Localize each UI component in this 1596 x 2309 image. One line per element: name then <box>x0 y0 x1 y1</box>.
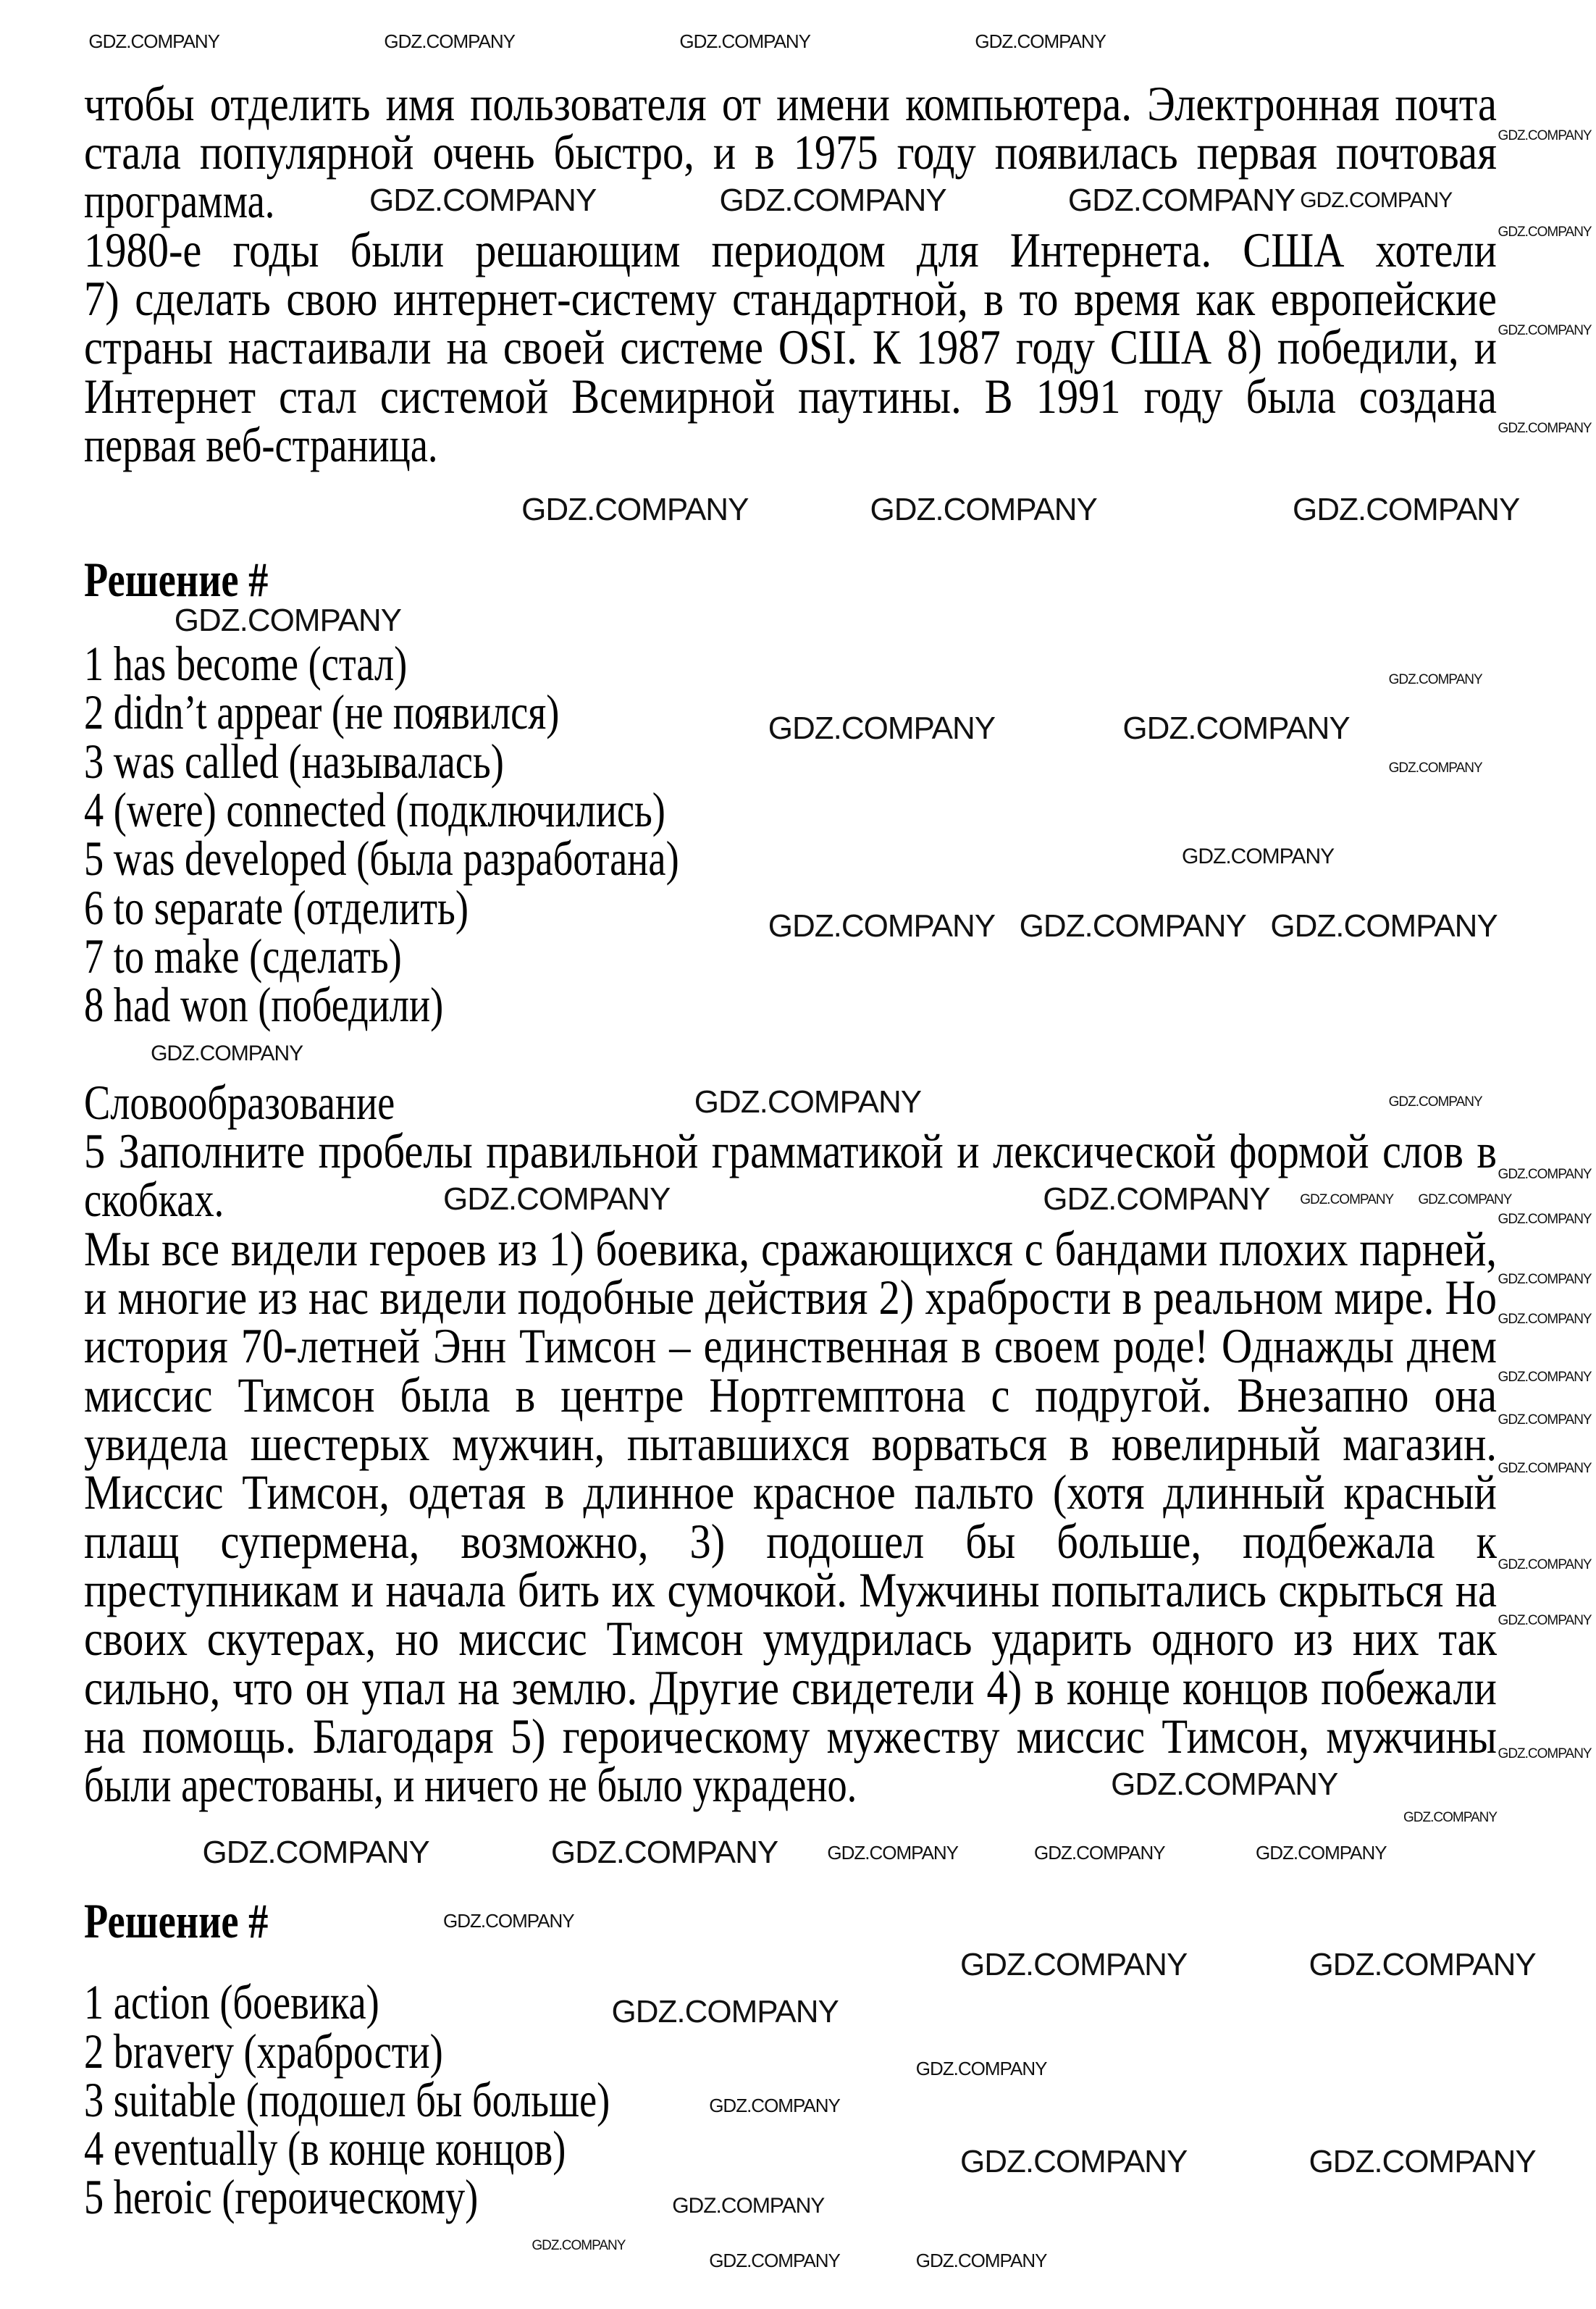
watermark: GDZ.COMPANY <box>1300 188 1453 213</box>
paragraph-line: 5 Заполните пробелы правильной грамматикой и лексической формой слов в <box>84 1123 1497 1179</box>
answer-item: 8 had won (победили) <box>84 977 444 1033</box>
watermark: GDZ.COMPANY <box>1498 1167 1592 1183</box>
watermark: GDZ.COMPANY <box>532 2238 626 2254</box>
watermark: GDZ.COMPANY <box>709 2250 840 2272</box>
paragraph-line: первая веб-страница. <box>84 417 438 473</box>
watermark: GDZ.COMPANY <box>1498 128 1592 144</box>
paragraph-line: были арестованы, и ничего не было украдено. <box>84 1757 857 1813</box>
watermark: GDZ.COMPANY <box>1498 1312 1592 1328</box>
watermark: GDZ.COMPANY <box>672 2193 825 2218</box>
watermark: GDZ.COMPANY <box>443 1910 574 1932</box>
watermark: GDZ.COMPANY <box>694 1084 922 1120</box>
watermark: GDZ.COMPANY <box>1309 2143 1536 2179</box>
paragraph-line: Интернет стал системой Всемирной паутины. В 1991 году была создана <box>84 368 1497 424</box>
answer-item: 1 has become (стал) <box>84 635 408 691</box>
answer-item: 2 didn’t appear (не появился) <box>84 684 560 740</box>
paragraph-line: чтобы отделить имя пользователя от имени компьютера. Электронная почта <box>84 75 1497 131</box>
watermark: GDZ.COMPANY <box>1498 323 1592 339</box>
watermark: GDZ.COMPANY <box>1498 1613 1592 1629</box>
answer-item: 1 action (боевика) <box>84 1974 379 2030</box>
paragraph-line: плащ супермена, возможно, 3) подошел бы больше, подбежала к <box>84 1513 1497 1569</box>
paragraph-line: история 70-летней Энн Тимсон – единственная в своем роде! Однажды днем <box>84 1318 1497 1374</box>
watermark: GDZ.COMPANY <box>174 602 402 638</box>
answer-item: 7 to make (сделать) <box>84 928 402 984</box>
solution-heading: Решение # <box>84 551 269 607</box>
watermark: GDZ.COMPANY <box>550 1835 778 1871</box>
watermark: GDZ.COMPANY <box>1034 1842 1165 1864</box>
watermark: GDZ.COMPANY <box>202 1835 429 1871</box>
paragraph-line: миссис Тимсон была в центре Нортгемптона с подругой. Внезапно она <box>84 1367 1497 1422</box>
paragraph-line: и многие из нас видели подобные действия 2) храбрости в реальном мире. Но <box>84 1270 1497 1325</box>
watermark: GDZ.COMPANY <box>1111 1767 1338 1803</box>
answer-item: 4 eventually (в конце концов) <box>84 2121 566 2176</box>
watermark: GDZ.COMPANY <box>1498 1556 1592 1572</box>
watermark: GDZ.COMPANY <box>709 2095 840 2116</box>
paragraph-line: программа. <box>84 173 275 229</box>
watermark: GDZ.COMPANY <box>1293 491 1520 527</box>
watermark: GDZ.COMPANY <box>1498 1461 1592 1477</box>
paragraph-line: страны настаивали на своей системе OSI. К 1987 году США 8) победили, и <box>84 319 1497 375</box>
watermark: GDZ.COMPANY <box>768 908 996 944</box>
watermark: GDZ.COMPANY <box>384 30 516 53</box>
watermark: GDZ.COMPANY <box>1498 1272 1592 1288</box>
solution-heading: Решение # <box>84 1893 269 1948</box>
paragraph-line: стала популярной очень быстро, и в 1975 году появилась первая почтовая <box>84 125 1497 180</box>
answer-item: 4 (were) connected (подключились) <box>84 781 665 837</box>
watermark: GDZ.COMPANY <box>1122 710 1350 746</box>
paragraph-line: сильно, что он упал на землю. Другие свидетели 4) в конце концов побежали <box>84 1659 1497 1715</box>
watermark: GDZ.COMPANY <box>870 491 1097 527</box>
watermark: GDZ.COMPANY <box>827 1842 959 1864</box>
watermark: GDZ.COMPANY <box>1498 1211 1592 1227</box>
watermark: GDZ.COMPANY <box>521 491 749 527</box>
watermark: GDZ.COMPANY <box>1309 1947 1536 1983</box>
paragraph-line: увидела шестерых мужчин, пытавшихся ворваться в ювелирный магазин. <box>84 1416 1497 1472</box>
paragraph-line: 7) сделать свою интернет-систему стандартной, в то время как европейские <box>84 271 1497 327</box>
answer-item: 5 was developed (была разработана) <box>84 831 679 887</box>
watermark: GDZ.COMPANY <box>719 183 946 219</box>
watermark: GDZ.COMPANY <box>679 30 811 53</box>
answer-item: 3 suitable (подошел бы больше) <box>84 2071 610 2127</box>
watermark: GDZ.COMPANY <box>960 1947 1188 1983</box>
paragraph-line: скобках. <box>84 1172 224 1228</box>
watermark: GDZ.COMPANY <box>768 710 996 746</box>
watermark: GDZ.COMPANY <box>1498 1369 1592 1385</box>
watermark: GDZ.COMPANY <box>369 183 597 219</box>
section-title: Словообразование <box>84 1074 395 1130</box>
watermark: GDZ.COMPANY <box>1182 845 1335 869</box>
watermark: GDZ.COMPANY <box>1019 908 1246 944</box>
paragraph-line: 1980-е годы были решающим периодом для Интернета. США хотели <box>84 222 1497 277</box>
watermark: GDZ.COMPANY <box>1418 1191 1512 1207</box>
watermark: GDZ.COMPANY <box>915 2058 1047 2079</box>
watermark: GDZ.COMPANY <box>1256 1842 1387 1864</box>
paragraph-line: на помощь. Благодаря 5) героическому мужеству миссис Тимсон, мужчины <box>84 1709 1497 1764</box>
answer-item: 3 was called (называлась) <box>84 733 504 789</box>
watermark: GDZ.COMPANY <box>1498 224 1592 240</box>
watermark: GDZ.COMPANY <box>88 30 220 53</box>
watermark: GDZ.COMPANY <box>151 1041 303 1065</box>
watermark: GDZ.COMPANY <box>1388 671 1482 687</box>
watermark: GDZ.COMPANY <box>1300 1191 1394 1207</box>
paragraph-line: своих скутерах, но миссис Тимсон умудрилась ударить одного из них так <box>84 1611 1497 1667</box>
watermark: GDZ.COMPANY <box>1388 1094 1482 1110</box>
watermark: GDZ.COMPANY <box>960 2143 1188 2179</box>
answer-item: 5 heroic (героическому) <box>84 2169 479 2225</box>
watermark: GDZ.COMPANY <box>975 30 1106 53</box>
answer-item: 2 bravery (храбрости) <box>84 2023 443 2079</box>
watermark: GDZ.COMPANY <box>1043 1181 1270 1218</box>
watermark: GDZ.COMPANY <box>1270 908 1498 944</box>
watermark: GDZ.COMPANY <box>1067 183 1295 219</box>
watermark: GDZ.COMPANY <box>1498 1746 1592 1761</box>
watermark: GDZ.COMPANY <box>443 1181 671 1218</box>
watermark: GDZ.COMPANY <box>1498 1412 1592 1428</box>
watermark: GDZ.COMPANY <box>1388 760 1482 776</box>
answer-item: 6 to separate (отделить) <box>84 879 469 935</box>
watermark: GDZ.COMPANY <box>1403 1809 1498 1825</box>
paragraph-line: преступникам и начала бить их сумочкой. Мужчины попытались скрыться на <box>84 1562 1497 1618</box>
paragraph-line: Мы все видели героев из 1) боевика, сражающихся с бандами плохих парней, <box>84 1220 1497 1276</box>
watermark: GDZ.COMPANY <box>1498 421 1592 437</box>
watermark: GDZ.COMPANY <box>611 1994 839 2030</box>
paragraph-line: Миссис Тимсон, одетая в длинное красное пальто (хотя длинный красный <box>84 1464 1497 1520</box>
watermark: GDZ.COMPANY <box>915 2250 1047 2272</box>
